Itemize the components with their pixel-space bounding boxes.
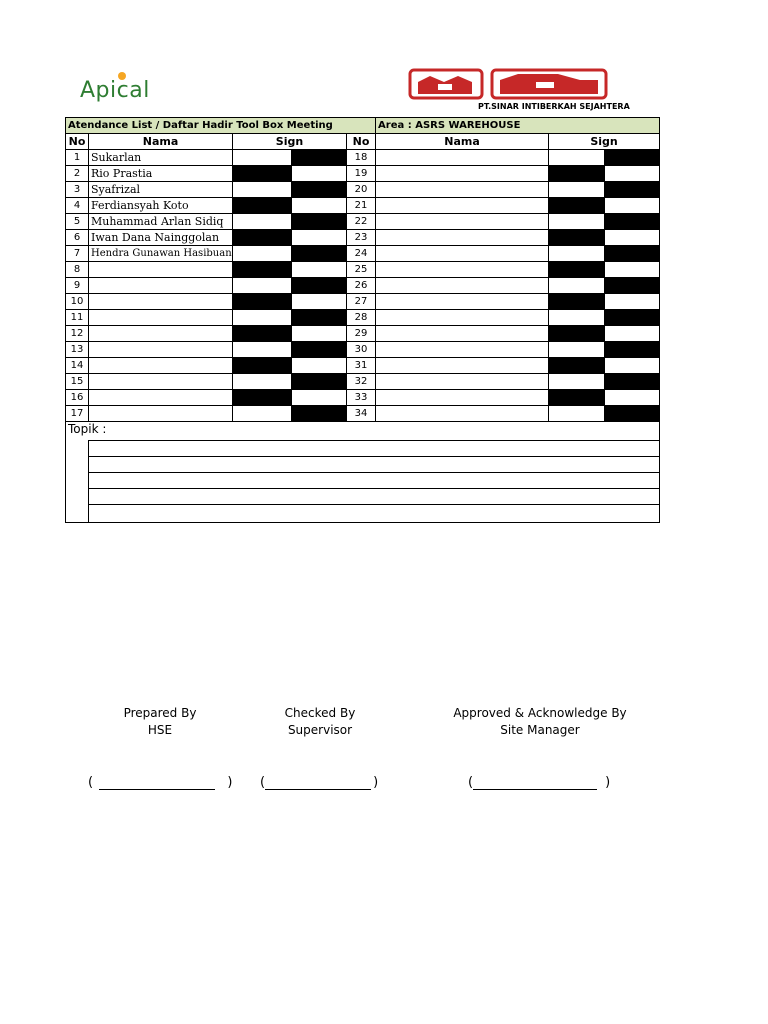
row-number: 27 [347, 294, 376, 310]
sign-cell-a[interactable] [549, 406, 605, 422]
row-number: 20 [347, 182, 376, 198]
sign-cell-a[interactable] [549, 230, 605, 246]
sign-cell-b[interactable] [292, 166, 347, 182]
table-row [66, 406, 660, 422]
row-number: 24 [347, 246, 376, 262]
sign-cell-a[interactable] [233, 166, 292, 182]
attendee-name[interactable] [376, 342, 549, 358]
sign-cell-b[interactable] [292, 246, 347, 262]
sign-cell-a[interactable] [549, 294, 605, 310]
col-nama-right: Nama [376, 134, 549, 150]
topic-line-row [66, 457, 660, 473]
attendee-name[interactable] [376, 326, 549, 342]
table-row [66, 310, 660, 326]
row-number: 23 [347, 230, 376, 246]
sign-cell-b[interactable] [292, 278, 347, 294]
sign-cell-b[interactable] [605, 182, 660, 198]
prepared-by-role: HSE [147, 723, 173, 737]
attendee-name[interactable] [376, 166, 549, 182]
sign-cell-a[interactable] [549, 326, 605, 342]
sign-cell-a[interactable] [549, 358, 605, 374]
topic-line-row [66, 441, 660, 457]
sign-cell-b[interactable] [605, 166, 660, 182]
table-row [66, 342, 660, 358]
sign-cell-b[interactable] [292, 182, 347, 198]
attendee-name[interactable] [89, 342, 233, 358]
attendee-name[interactable] [89, 374, 233, 390]
attendee-name[interactable]: Hendra Gunawan Hasibuan [89, 246, 233, 262]
row-number: 26 [347, 278, 376, 294]
apical-logo [80, 68, 190, 108]
attendee-name[interactable] [376, 246, 549, 262]
attendee-name[interactable]: Muhammad Arlan Sidiq [89, 214, 233, 230]
row-number: 4 [66, 198, 89, 214]
table-row [66, 294, 660, 310]
sign-cell-a[interactable] [233, 246, 292, 262]
form-area: Area : ASRS WAREHOUSE [376, 118, 660, 134]
attendee-name[interactable]: Sukarlan [89, 150, 233, 166]
row-number: 12 [66, 326, 89, 342]
sign-cell-b[interactable] [605, 278, 660, 294]
sign-cell-b[interactable] [605, 374, 660, 390]
row-number: 8 [66, 262, 89, 278]
row-number: 31 [347, 358, 376, 374]
row-number: 30 [347, 342, 376, 358]
col-nama-left: Nama [89, 134, 233, 150]
approved-by-label: Approved & Acknowledge By [453, 706, 627, 720]
sign-cell-b[interactable] [605, 198, 660, 214]
row-number: 14 [66, 358, 89, 374]
attendee-name[interactable] [89, 390, 233, 406]
table-row [66, 214, 660, 230]
sign-cell-b[interactable] [292, 358, 347, 374]
sign-cell-a[interactable] [233, 326, 292, 342]
attendee-name[interactable] [376, 198, 549, 214]
attendee-name[interactable] [376, 374, 549, 390]
approved-by-block [440, 705, 640, 739]
topic-line-row [66, 505, 660, 523]
attendee-name[interactable] [376, 182, 549, 198]
pt-sinar-logo [408, 68, 658, 118]
row-number: 3 [66, 182, 89, 198]
sign-cell-b[interactable] [292, 310, 347, 326]
table-row [66, 166, 660, 182]
sign-cell-a[interactable] [233, 214, 292, 230]
row-number: 34 [347, 406, 376, 422]
sign-cell-a[interactable] [233, 278, 292, 294]
checked-by-role: Supervisor [287, 723, 353, 737]
prepared-by-label: Prepared By [123, 706, 197, 720]
sign-cell-a[interactable] [549, 246, 605, 262]
approved-signature-line[interactable]: ( ) [468, 775, 611, 790]
sign-cell-b[interactable] [292, 150, 347, 166]
sign-cell-b[interactable] [605, 390, 660, 406]
sign-cell-b[interactable] [605, 214, 660, 230]
sign-cell-a[interactable] [233, 262, 292, 278]
sign-cell-b[interactable] [292, 374, 347, 390]
sign-cell-b[interactable] [605, 310, 660, 326]
table-row [66, 198, 660, 214]
sign-cell-b[interactable] [292, 262, 347, 278]
attendee-name[interactable] [376, 406, 549, 422]
table-row [66, 326, 660, 342]
topic-line[interactable] [89, 473, 660, 489]
sign-cell-a[interactable] [549, 390, 605, 406]
row-number: 15 [66, 374, 89, 390]
sign-cell-b[interactable] [292, 390, 347, 406]
sign-cell-a[interactable] [549, 278, 605, 294]
sign-cell-a[interactable] [233, 294, 292, 310]
sign-cell-b[interactable] [292, 406, 347, 422]
sign-cell-b[interactable] [292, 294, 347, 310]
attendee-name[interactable] [376, 214, 549, 230]
topic-line[interactable] [89, 505, 660, 523]
row-number: 29 [347, 326, 376, 342]
checked-signature-line[interactable]: ( ) [260, 775, 379, 790]
sign-cell-a[interactable] [233, 342, 292, 358]
sign-cell-a[interactable] [233, 374, 292, 390]
column-header-row [66, 134, 660, 150]
attendee-name[interactable] [376, 150, 549, 166]
sign-cell-b[interactable] [292, 230, 347, 246]
attendee-name[interactable] [376, 262, 549, 278]
sign-cell-b[interactable] [292, 342, 347, 358]
row-number: 33 [347, 390, 376, 406]
sign-cell-b[interactable] [292, 326, 347, 342]
row-number: 7 [66, 246, 89, 262]
row-number: 13 [66, 342, 89, 358]
col-sign-left: Sign [233, 134, 347, 150]
row-number: 22 [347, 214, 376, 230]
pt-sinar-caption: PT.SINAR INTIBERKAH SEJAHTERA [478, 102, 630, 111]
sign-cell-b[interactable] [292, 214, 347, 230]
topic-row [66, 422, 660, 441]
form-title-row [66, 118, 660, 134]
table-row [66, 358, 660, 374]
table-row [66, 262, 660, 278]
attendee-name[interactable] [89, 278, 233, 294]
topic-line[interactable] [89, 457, 660, 473]
topic-label: Topik : [66, 422, 660, 441]
table-row [66, 230, 660, 246]
topic-line[interactable] [89, 489, 660, 505]
prepared-by-block [110, 705, 210, 739]
row-number: 19 [347, 166, 376, 182]
sign-cell-a[interactable] [233, 150, 292, 166]
sign-cell-a[interactable] [549, 342, 605, 358]
row-number: 6 [66, 230, 89, 246]
table-row [66, 390, 660, 406]
attendee-name[interactable] [89, 262, 233, 278]
sign-cell-b[interactable] [605, 150, 660, 166]
sign-cell-b[interactable] [605, 262, 660, 278]
col-no-left: No [66, 134, 89, 150]
row-number: 5 [66, 214, 89, 230]
sign-cell-a[interactable] [233, 230, 292, 246]
sign-cell-a[interactable] [233, 182, 292, 198]
table-row [66, 374, 660, 390]
apical-logo-text: Apical [80, 78, 150, 103]
approved-by-role: Site Manager [500, 723, 580, 737]
row-number: 16 [66, 390, 89, 406]
sign-cell-b[interactable] [605, 358, 660, 374]
pt-sinar-logo-mark [408, 68, 608, 102]
topic-line-row [66, 489, 660, 505]
attendee-name[interactable] [89, 294, 233, 310]
table-row [66, 150, 660, 166]
sign-cell-a[interactable] [549, 214, 605, 230]
attendee-name[interactable]: Iwan Dana Nainggolan [89, 230, 233, 246]
row-number: 21 [347, 198, 376, 214]
sign-cell-b[interactable] [605, 326, 660, 342]
sign-cell-a[interactable] [549, 262, 605, 278]
sign-cell-a[interactable] [549, 374, 605, 390]
sign-cell-a[interactable] [549, 166, 605, 182]
attendee-name[interactable] [376, 278, 549, 294]
table-row [66, 278, 660, 294]
sign-cell-b[interactable] [605, 294, 660, 310]
col-no-right: No [347, 134, 376, 150]
attendee-name[interactable]: Rio Prastia [89, 166, 233, 182]
checked-by-label: Checked By [284, 706, 356, 720]
form-title: Atendance List / Daftar Hadir Tool Box Meeting [66, 118, 376, 134]
sign-cell-a[interactable] [549, 182, 605, 198]
sign-cell-b[interactable] [605, 342, 660, 358]
row-number: 17 [66, 406, 89, 422]
attendee-name[interactable] [89, 358, 233, 374]
sign-cell-b[interactable] [605, 406, 660, 422]
col-sign-right: Sign [549, 134, 660, 150]
row-number: 25 [347, 262, 376, 278]
row-number: 9 [66, 278, 89, 294]
sign-cell-b[interactable] [605, 246, 660, 262]
row-number: 2 [66, 166, 89, 182]
sign-cell-a[interactable] [233, 310, 292, 326]
table-row [66, 182, 660, 198]
topic-line-row [66, 473, 660, 489]
attendee-name[interactable] [376, 230, 549, 246]
attendee-name[interactable] [89, 310, 233, 326]
sign-cell-b[interactable] [605, 230, 660, 246]
prepared-signature-line[interactable]: ( ) [88, 775, 233, 790]
row-number: 18 [347, 150, 376, 166]
attendee-name[interactable] [89, 406, 233, 422]
sign-cell-a[interactable] [549, 198, 605, 214]
attendee-name[interactable] [376, 358, 549, 374]
sign-cell-a[interactable] [549, 310, 605, 326]
attendee-name[interactable]: Ferdiansyah Koto [89, 198, 233, 214]
sign-cell-b[interactable] [292, 198, 347, 214]
sign-cell-a[interactable] [233, 358, 292, 374]
attendee-name[interactable] [376, 310, 549, 326]
attendee-name[interactable] [376, 294, 549, 310]
attendance-table [65, 117, 660, 523]
sign-cell-a[interactable] [233, 198, 292, 214]
topic-line[interactable] [89, 441, 660, 457]
sign-cell-a[interactable] [233, 406, 292, 422]
row-number: 32 [347, 374, 376, 390]
table-row [66, 246, 660, 262]
row-number: 28 [347, 310, 376, 326]
sign-cell-a[interactable] [233, 390, 292, 406]
attendee-name[interactable] [376, 390, 549, 406]
row-number: 11 [66, 310, 89, 326]
attendee-name[interactable] [89, 326, 233, 342]
row-number: 1 [66, 150, 89, 166]
checked-by-block [270, 705, 370, 739]
sign-cell-a[interactable] [549, 150, 605, 166]
attendee-name[interactable]: Syafrizal [89, 182, 233, 198]
row-number: 10 [66, 294, 89, 310]
